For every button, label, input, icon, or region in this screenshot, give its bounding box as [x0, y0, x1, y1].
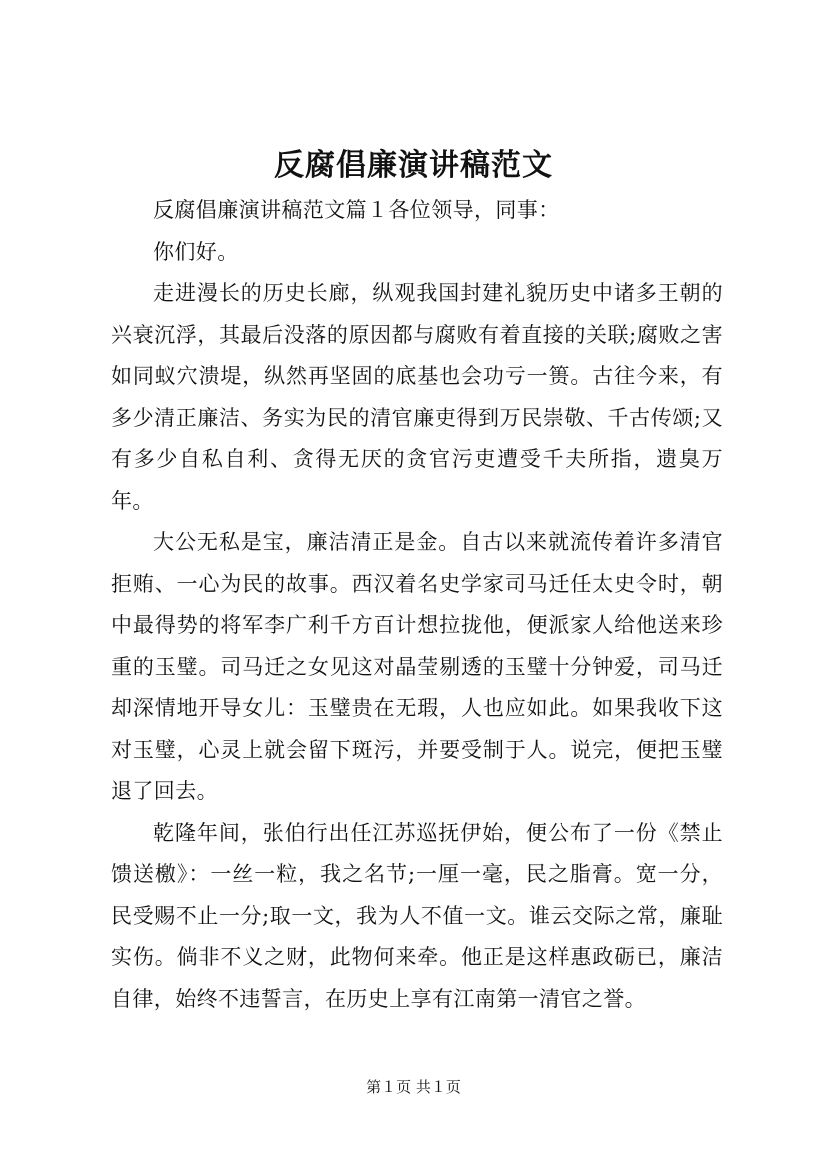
- paragraph-zhang-boxing: 乾隆年间，张伯行出任江苏巡抚伊始，便公布了一份《禁止馈送檄》：一丝一粒，我之名节;一厘一毫，民之脂膏。宽一分，民受赐不止一分;取一文，我为人不值一文。谁云交际之常，廉耻实伤。倘非不义之财，此物何来牵。他正是这样惠政砺已，廉洁自律，始终不违誓言，在历史上享有江南第一清官之誉。: [111, 820, 723, 1011]
- document-title: 反腐倡廉演讲稿范文: [274, 148, 553, 183]
- paragraph-salutation: 你们好。: [153, 239, 239, 264]
- paragraph-history: 走进漫长的历史长廊，纵观我国封建礼貌历史中诸多王朝的兴衰沉浮，其最后没落的原因都与腐败有着直接的关联;腐败之害如同蚁穴溃堤，纵然再坚固的底基也会功亏一篑。古往今来，有多少清正廉洁、务实为民的清官廉吏得到万民崇敬、千古传颂;又有多少自私自利、贪得无厌的贪官污吏遭受千夫所指，遗臭万年。: [111, 281, 723, 513]
- paragraph-greeting: 反腐倡廉演讲稿范文篇１各位领导，同事：: [153, 198, 560, 222]
- page-number-footer: 第１页 共１页: [366, 1078, 461, 1096]
- paragraph-sima-qian: 大公无私是宝，廉洁清正是金。自古以来就流传着许多清官拒贿、一心为民的故事。西汉着名史学家司马迁任太史令时，朝中最得势的将军李广利千方百计想拉拢他，便派家人给他送来珍重的玉璧。司马迁之女见这对晶莹剔透的玉璧十分钟爱，司马迁却深情地开导女儿：玉璧贵在无瑕，人也应如此。如果我收下这对玉璧，心灵上就会留下斑污，并要受制于人。说完，便把玉璧退了回去。: [111, 530, 723, 803]
- document-body: [111, 190, 723, 1020]
